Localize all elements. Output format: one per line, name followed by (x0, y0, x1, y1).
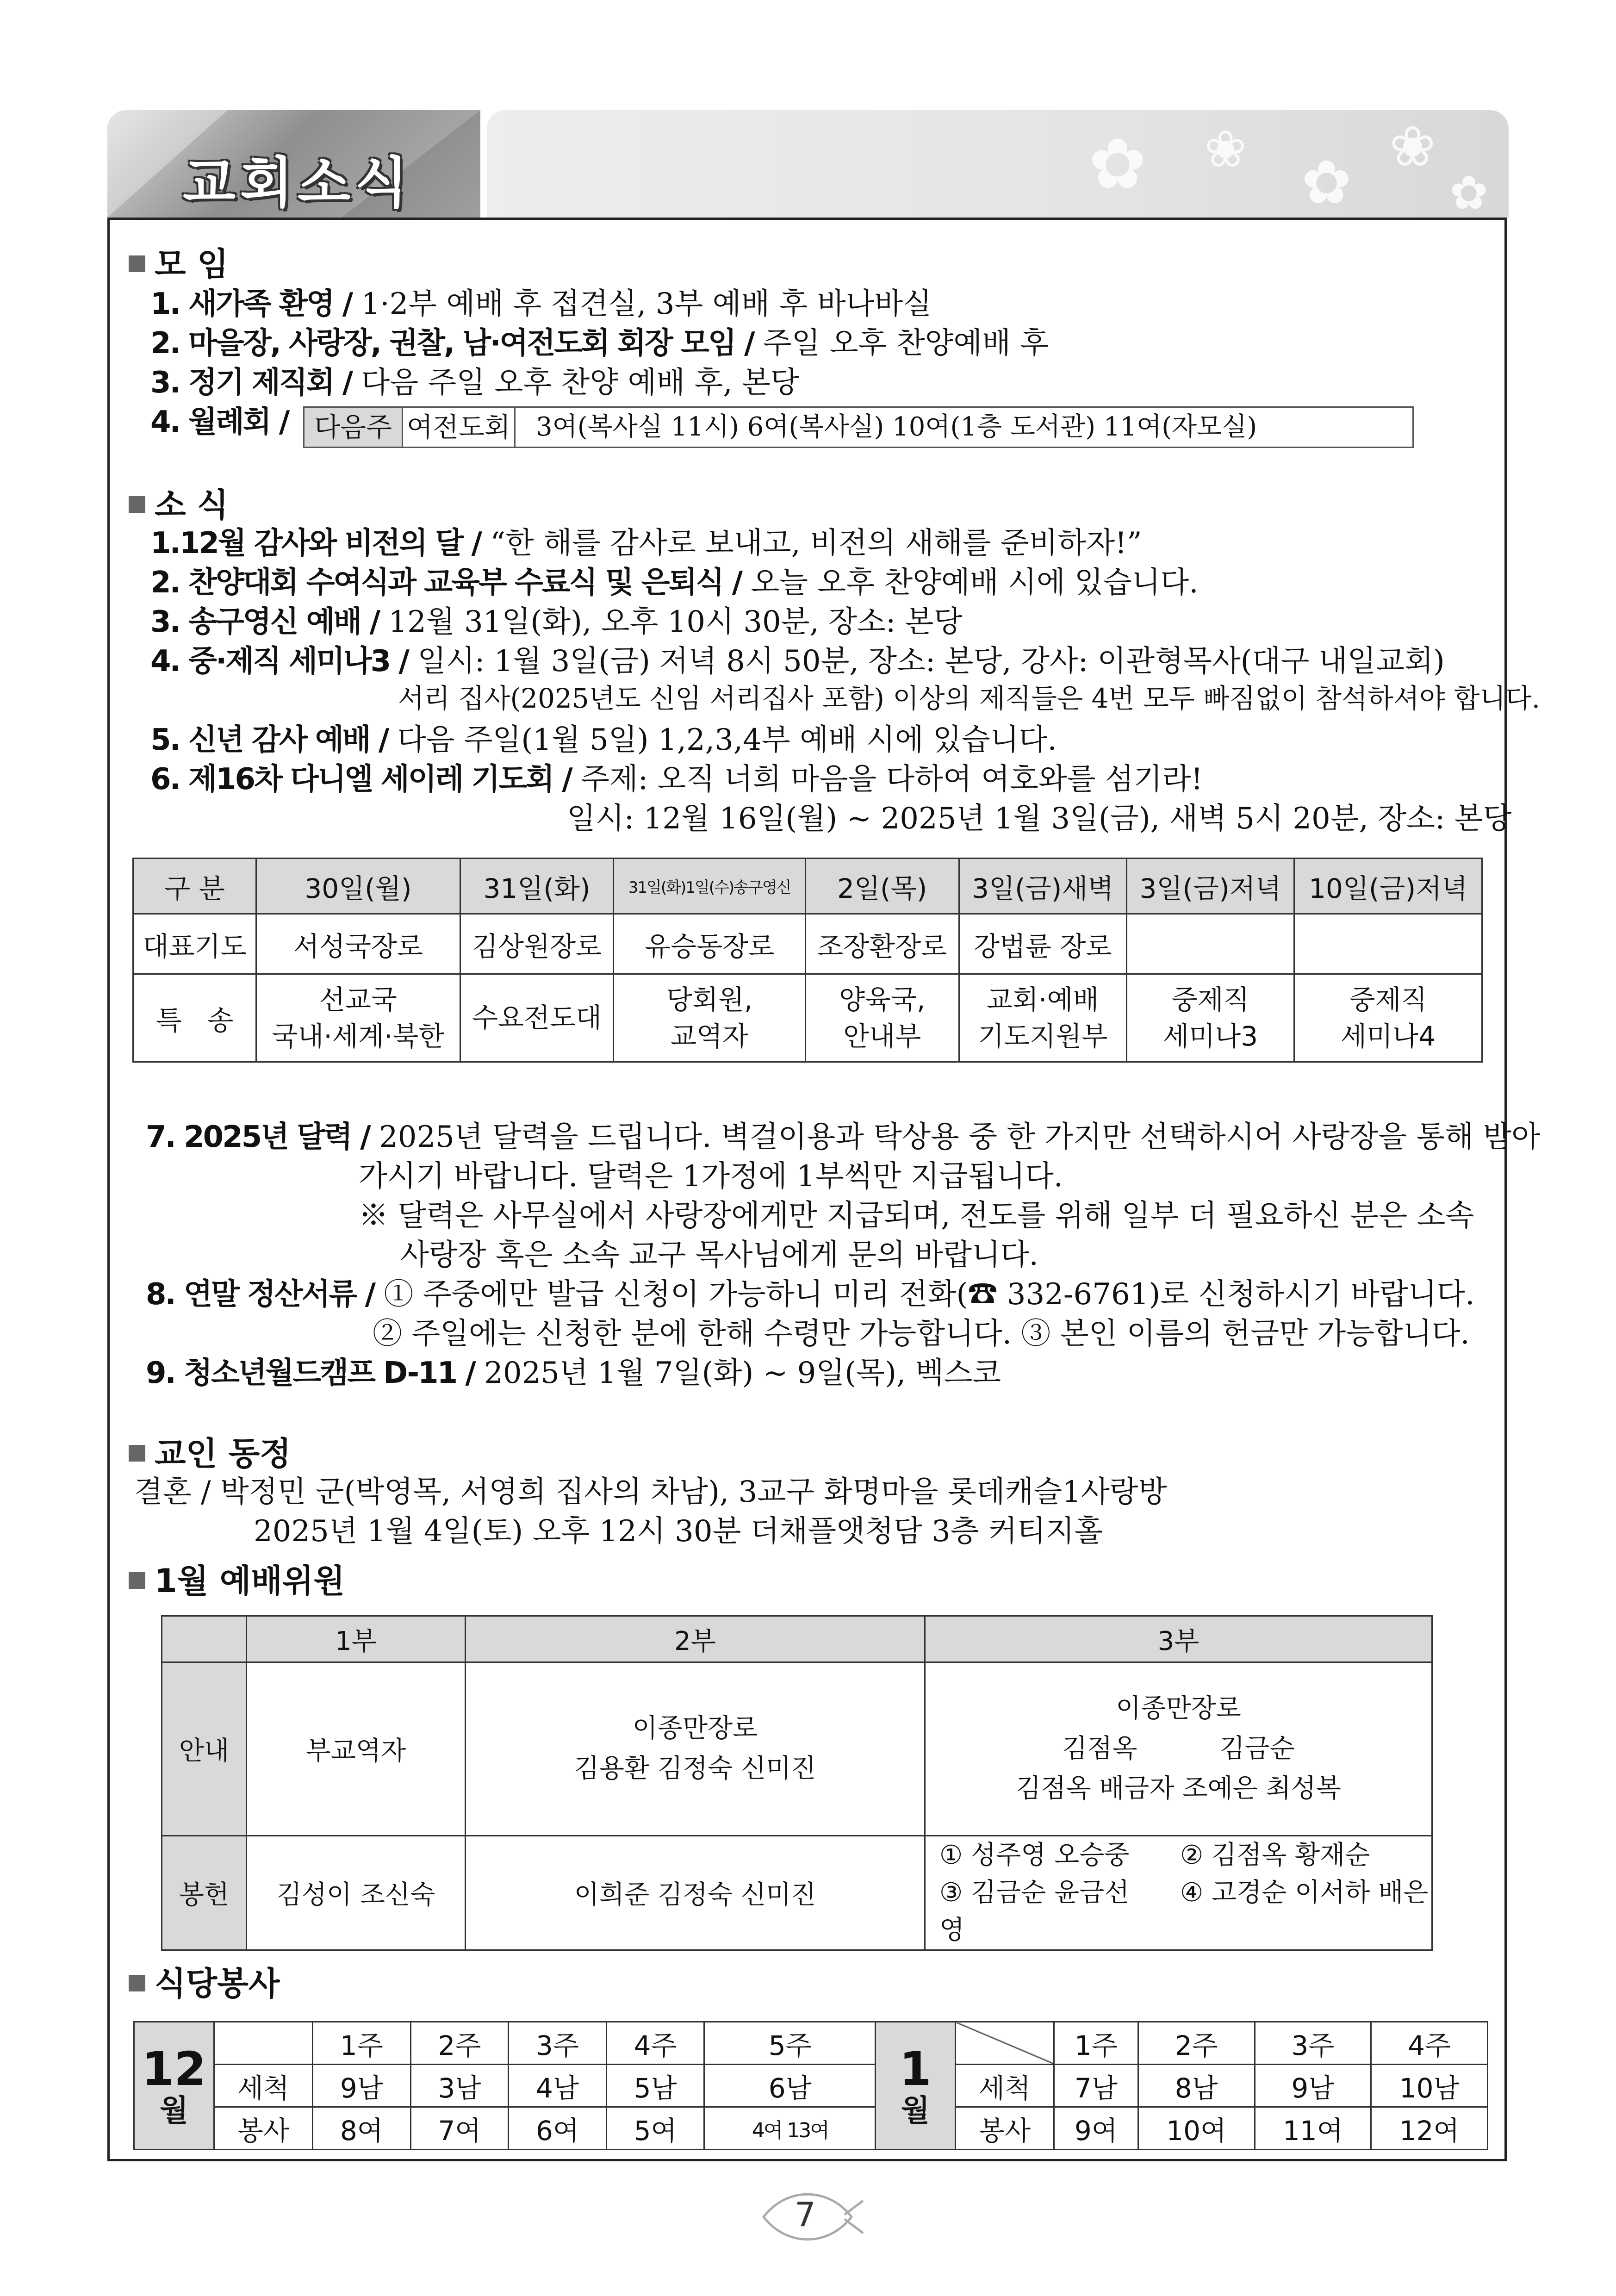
cell-line: 이종만장로 (632, 1713, 758, 1744)
table-header-cell: 1부 (247, 1616, 466, 1662)
row-label-guide: 안내 (162, 1662, 247, 1836)
members-line: 결혼 / 박정민 군(박영목, 서영희 집사의 차남), 3교구 화명마을 롯데캐슬1사랑방 (134, 1475, 1167, 1509)
table-header-cell: 10일(금)저녁 (1294, 859, 1482, 914)
table-cell: 수요전도대 (460, 974, 614, 1062)
table-cell (925, 1836, 1432, 1950)
table-header-cell: 3일(금)저녁 (1126, 859, 1294, 914)
table-cell: 5여 (606, 2107, 704, 2150)
cell-line: 이종만장로 (1116, 1693, 1241, 1724)
table-header-cell: 31일(화)1일(수)송구영신 (614, 859, 805, 914)
table-header-cell: 구 분 (133, 859, 256, 914)
page-number: 7 (795, 2195, 816, 2234)
month-number: 1 (899, 2042, 932, 2097)
table-cell: 서성국장로 (256, 914, 460, 974)
monthly-week: 다음주 (305, 408, 403, 447)
table-header-cell: 2일(목) (805, 859, 959, 914)
table-cell (1294, 914, 1482, 974)
table-cell: 11여 (1255, 2107, 1371, 2150)
table-cell: 4여 13여 (704, 2107, 876, 2150)
table-header-cell (214, 2022, 313, 2065)
table-cell: 양육국, 안내부 (805, 974, 959, 1062)
cell-line: ② 김점옥 황재순 (1180, 1840, 1370, 1870)
monthly-meeting-box (303, 406, 1414, 448)
table-cell: 9남 (1255, 2065, 1371, 2107)
section-news-heading: 소 식 (129, 479, 229, 526)
meeting-item: 3. 정기 제직회 / 다음 주일 오후 찬양 예배 후, 본당 (150, 366, 799, 400)
prayer-schedule-table (132, 858, 1483, 1063)
table-cell: 7여 (410, 2107, 509, 2150)
meeting-item: 2. 마을장, 사랑장, 권찰, 남·여전도회 회장 모임 / 주일 오후 찬양예배 후 (150, 326, 1049, 361)
month-unit: 월 (901, 2094, 930, 2128)
row-label-offering: 봉헌 (162, 1836, 247, 1950)
news-item: 7. 2025년 달력 / 2025년 달력을 드립니다. 벽걸이용과 탁상용 중 한 가지만 선택하시어 사랑장을 통해 받아 (146, 1120, 1541, 1154)
table-cell: 중제직 세미나4 (1294, 974, 1482, 1062)
table-header-cell: 30일(월) (256, 859, 460, 914)
table-cell: 5남 (606, 2065, 704, 2107)
table-header-cell: 2주 (410, 2022, 509, 2065)
table-header-cell (162, 1616, 247, 1662)
table-header-cell: 5주 (704, 2022, 876, 2065)
news-item: 4. 중·제직 세미나3 / 일시: 1월 3일(금) 저녁 8시 50분, 장소: 본당, 강사: 이관형목사(대구 내일교회) (150, 644, 1445, 678)
table-cell: 부교역자 (247, 1662, 466, 1836)
table-cell: 6여 (509, 2107, 607, 2150)
worship-committee-table (161, 1615, 1433, 1951)
table-header-cell: 3일(금)새벽 (959, 859, 1126, 914)
section-cafeteria-heading: 식당봉사 (129, 1958, 280, 2004)
table-cell: 선교국 국내·세계·북한 (256, 974, 460, 1062)
table-cell: 대표기도 (133, 914, 256, 974)
table-cell: 8남 (1138, 2065, 1255, 2107)
table-cell: 12여 (1371, 2107, 1488, 2150)
row-label: 봉사 (214, 2107, 313, 2150)
table-cell: 8여 (313, 2107, 411, 2150)
news-item-note: 사랑장 혹은 소속 교구 목사님에게 문의 바랍니다. (400, 1238, 1038, 1272)
news-item-note: 가시기 바랍니다. 달력은 1가정에 1부씩만 지급됩니다. (359, 1159, 1063, 1194)
table-cell: 9여 (1054, 2107, 1138, 2150)
monthly-group: 여전도회 (403, 408, 516, 447)
page-number-badge (759, 2182, 865, 2252)
news-item: 1.12월 감사와 비전의 달 / “한 해를 감사로 보내고, 비전의 새해를 준비하자!” (150, 526, 1142, 560)
news-item: 6. 제16차 다니엘 세이레 기도회 / 주제: 오직 너희 마음을 다하여 여호와를 섬기라! (150, 762, 1203, 796)
table-cell: 특 송 (133, 974, 256, 1062)
flower-icon: ❀ (1204, 119, 1247, 179)
row-label: 봉사 (956, 2107, 1054, 2150)
table-cell: 김상원장로 (460, 914, 614, 974)
table-cell: 6남 (704, 2065, 876, 2107)
cafeteria-december-table (133, 2021, 876, 2150)
table-header-cell: 3주 (509, 2022, 607, 2065)
members-line: 2025년 1월 4일(토) 오후 12시 30분 더채플앳청담 3층 커티지홀 (254, 1514, 1103, 1549)
meeting-item: 1. 새가족 환영 / 1·2부 예배 후 접견실, 3부 예배 후 바나바실 (150, 287, 932, 321)
month-number: 12 (142, 2042, 206, 2097)
news-item-note: 일시: 12월 16일(월) ~ 2025년 1월 3일(금), 새벽 5시 20분, 장소: 본당 (567, 802, 1512, 836)
news-item-note: 서리 집사(2025년도 신임 서리집사 포함) 이상의 제직들은 4번 모두 빠짐없이 참석하셔야 합니다. (398, 683, 1541, 714)
page-title: 교회소식 (183, 151, 412, 215)
table-cell: 4남 (509, 2065, 607, 2107)
news-item: 2. 찬양대회 수여식과 교육부 수료식 및 은퇴식 / 오늘 오후 찬양예배 시에 있습니다. (150, 566, 1199, 600)
table-cell (466, 1662, 925, 1836)
news-item: 9. 청소년월드캠프 D-11 / 2025년 1월 7일(화) ~ 9일(목), 벡스코 (146, 1356, 1001, 1390)
table-cell: 강법륜 장로 (959, 914, 1126, 974)
table-cell: 조장환장로 (805, 914, 959, 974)
news-item-note: ② 주일에는 신청한 분에 한해 수령만 가능합니다. ③ 본인 이름의 헌금만 가능합니다. (373, 1317, 1470, 1351)
month-cell (876, 2022, 956, 2150)
table-cell (1126, 914, 1294, 974)
flower-icon: ✿ (1301, 147, 1352, 218)
month-unit: 월 (160, 2094, 188, 2128)
cell-line: 김점옥 배금자 조예은 최성복 (1016, 1773, 1341, 1804)
table-cell (925, 1662, 1432, 1836)
table-header-cell: 4주 (606, 2022, 704, 2065)
table-cell: 3남 (410, 2065, 509, 2107)
cafeteria-january-table (875, 2021, 1488, 2150)
flower-icon: ✿ (1088, 124, 1147, 205)
news-item-note: ※ 달력은 사무실에서 사랑장에게만 지급되며, 전도를 위해 일부 더 필요하신 분은 소속 (359, 1199, 1474, 1233)
table-cell: 김성이 조신숙 (247, 1836, 466, 1950)
news-item: 5. 신년 감사 예배 / 다음 주일(1월 5일) 1,2,3,4부 예배 시에 있습니다. (150, 723, 1057, 757)
month-cell (134, 2022, 214, 2150)
cell-line: ④ 고경순 이서하 배은영 (939, 1878, 1429, 1946)
table-cell: 10남 (1371, 2065, 1488, 2107)
section-worship-heading: 1월 예배위원 (129, 1555, 345, 1602)
table-cell: 당회원, 교역자 (614, 974, 805, 1062)
table-header-cell: 1주 (1054, 2022, 1138, 2065)
section-meetings-heading: 모 임 (129, 238, 229, 285)
section-members-heading: 교인 동정 (129, 1428, 291, 1475)
table-cell: 7남 (1054, 2065, 1138, 2107)
table-header-cell: 3부 (925, 1616, 1432, 1662)
cell-line: ① 성주영 오승중 (939, 1840, 1130, 1870)
monthly-detail: 3여(복사실 11시) 6여(복사실) 10여(1층 도서관) 11여(자모실) (536, 412, 1257, 442)
flower-icon: ✿ (1449, 166, 1488, 218)
table-cell: 교회·예배 기도지원부 (959, 974, 1126, 1062)
row-label: 세척 (214, 2065, 313, 2107)
cell-line: ③ 김금순 윤금선 (939, 1878, 1130, 1908)
flower-icon: ❀ (1389, 115, 1436, 179)
table-header-cell: 1주 (313, 2022, 411, 2065)
table-cell: 이희준 김정숙 신미진 (466, 1836, 925, 1950)
meeting-item: 4. 월례회 / (150, 405, 289, 439)
table-header-cell: 2부 (466, 1616, 925, 1662)
table-cell: 10여 (1138, 2107, 1255, 2150)
table-header-cell: 31일(화) (460, 859, 614, 914)
row-label: 세척 (956, 2065, 1054, 2107)
table-cell: 유승동장로 (614, 914, 805, 974)
table-header-cell: 3주 (1255, 2022, 1371, 2065)
news-item: 3. 송구영신 예배 / 12월 31일(화), 오후 10시 30분, 장소: 본당 (150, 605, 963, 639)
cell-line: 김용환 김정숙 신미진 (574, 1754, 816, 1784)
table-header-cell: 2주 (1138, 2022, 1255, 2065)
table-header-cell: 4주 (1371, 2022, 1488, 2065)
header-banner-right (487, 110, 1509, 218)
cell-line: 김점옥 김금순 (1062, 1733, 1295, 1764)
table-cell: 9남 (313, 2065, 411, 2107)
table-cell: 중제직 세미나3 (1126, 974, 1294, 1062)
diagonal-header-cell (956, 2022, 1054, 2065)
news-item: 8. 연말 정산서류 / ① 주중에만 발급 신청이 가능하니 미리 전화(☎ 332-6761)로 신청하시기 바랍니다. (146, 1277, 1475, 1312)
